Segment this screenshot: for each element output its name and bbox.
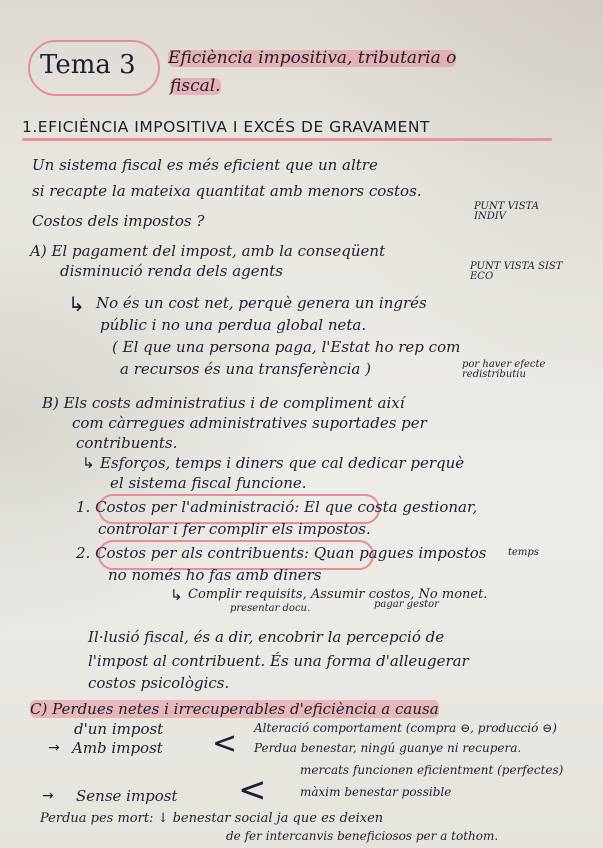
- sectionB-line2: com càrregues administratives suportades per: [72, 414, 427, 432]
- sectionA-note-redistributiu: por haver efecte redistributiu: [462, 359, 546, 380]
- sectionB-note-gestor: pagar gestor: [374, 599, 439, 610]
- illusion-line2: l'impost al contribuent. És una forma d'alleugerar: [88, 652, 469, 670]
- sectionB-line4: Esforços, temps i diners que cal dedicar perquè: [100, 454, 465, 472]
- illusion-line1: Il·lusió fiscal, és a dir, encobrir la percepció de: [88, 628, 445, 646]
- amb-impost-label: Amb impost: [72, 739, 163, 757]
- tema-title: Tema 3: [40, 50, 136, 80]
- subtitle-line2: fiscal.: [170, 76, 221, 96]
- intro-line1: Un sistema fiscal es més eficient que un altre: [32, 156, 378, 174]
- heading-underline: [22, 138, 552, 141]
- sectionB-note-temps: temps: [508, 547, 539, 558]
- sectionA-bullet2: públic i no una perdua global neta.: [100, 316, 367, 334]
- sectionC-line1: [30, 702, 439, 717]
- illusion-line3: costos psicològics.: [88, 674, 230, 692]
- section-heading: 1.EFICIÈNCIA IMPOSITIVA I EXCÉS DE GRAVAMENT: [22, 118, 430, 136]
- sectionA-bullet1: No és un cost net, perquè genera un ingrés: [96, 294, 427, 312]
- sectionB-item2c: Complir requisits, Assumir costos, No monet.: [188, 587, 488, 602]
- sectionB-item1b: controlar i fer complir els impostos.: [98, 520, 371, 538]
- subtitle-line1: Eficiència impositiva, tributaria o: [168, 48, 457, 68]
- branch-bracket-icon: <: [238, 770, 267, 810]
- amb-effect1: Alteració comportament (compra ⊖, producció ⊖): [254, 721, 557, 735]
- sectionA-line2: disminució renda dels agents: [60, 262, 284, 280]
- sectionB-item2a: 2. Costos per als contribuents: Quan pagues impostos: [76, 544, 487, 562]
- branch-bracket-icon: <: [212, 726, 238, 761]
- sense-effect1: mercats funcionen eficientment (perfectes): [300, 763, 564, 777]
- sectionB-line1: B) Els costs administratius i de compliment així: [42, 394, 405, 412]
- pes-mort-line2: de fer intercanvis beneficiosos per a tothom.: [226, 829, 499, 843]
- sectionC-line2: d'un impost: [74, 720, 164, 738]
- arrow-right-icon: →: [48, 740, 60, 756]
- return-arrow-icon: ↳: [68, 292, 85, 316]
- arrow-right-icon: ↳: [170, 586, 183, 604]
- sectionB-item1a: 1. Costos per l'administració: El que costa gestionar,: [76, 498, 478, 516]
- arrow-right-icon: ↳: [82, 454, 95, 472]
- sectionA-bullet4: a recursos és una transferència ): [120, 360, 371, 378]
- note-punt-vista-sist: PUNT VISTA SIST ECO: [470, 261, 563, 282]
- sectionB-line3: contribuents.: [76, 434, 178, 452]
- sectionB-line5: el sistema fiscal funcione.: [110, 474, 307, 492]
- sense-impost-label: Sense impost: [76, 787, 178, 805]
- sectionC-line1-text: C) Perdues netes i irrecuperables d'eficiència a causa: [30, 700, 439, 718]
- arrow-right-icon: →: [42, 788, 54, 804]
- intro-line3: Costos dels impostos ?: [32, 212, 205, 230]
- sense-effect2: màxim benestar possible: [300, 785, 452, 799]
- amb-effect2: Perdua benestar, ningú guanye ni recupera.: [254, 741, 522, 755]
- sectionB-item2b: no només ho fas amb diners: [108, 566, 322, 584]
- intro-line2: si recapte la mateixa quantitat amb menors costos.: [32, 182, 422, 200]
- sectionA-line1: A) El pagament del impost, amb la conseqüent: [30, 242, 386, 260]
- sectionA-bullet3: ( El que una persona paga, l'Estat ho rep com: [112, 338, 461, 356]
- note-punt-vista-indiv: PUNT VISTA INDIV: [474, 201, 539, 222]
- pes-mort-line1: Perdua pes mort: ↓ benestar social ja que es deixen: [40, 811, 384, 826]
- sectionB-note-docu: presentar docu.: [230, 603, 311, 614]
